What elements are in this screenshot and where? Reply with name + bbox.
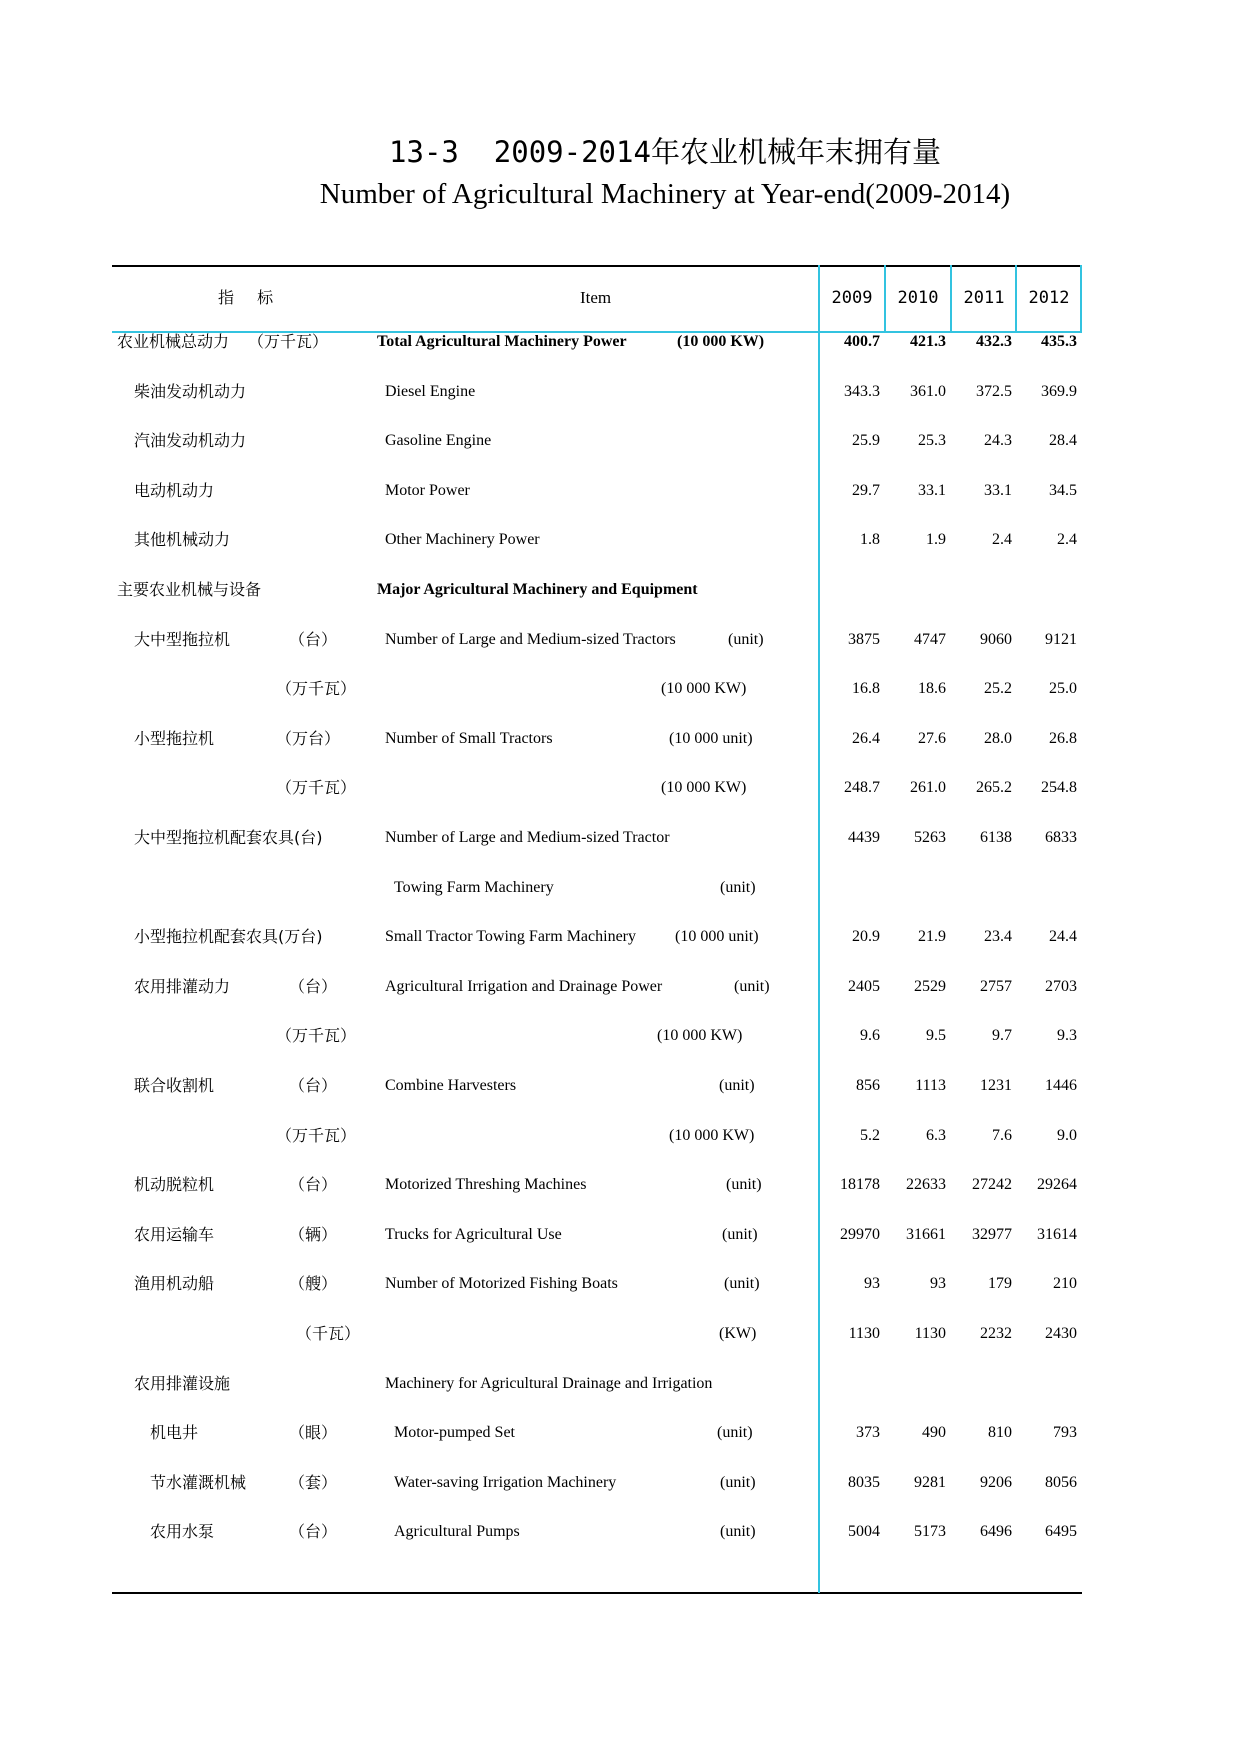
indicator-name-zh: 柴油发动机动力 (134, 381, 247, 401)
unit-zh: （辆） (289, 1224, 338, 1244)
value-cell: 23.4 (984, 928, 1012, 946)
value-cell: 2703 (1045, 977, 1077, 995)
value-cell: 8056 (1045, 1473, 1077, 1491)
value-cell: 8035 (848, 1473, 880, 1491)
unit-en: (10 000 KW) (657, 1027, 743, 1045)
header-indicator: 指 标 (218, 288, 274, 307)
value-cell: 261.0 (910, 779, 946, 797)
unit-en: (10 000 unit) (675, 928, 759, 946)
value-cell: 343.3 (844, 382, 880, 400)
unit-en: (unit) (724, 1275, 760, 1293)
unit-en: (unit) (722, 1225, 758, 1243)
value-cell: 1.9 (926, 531, 946, 549)
value-cell: 21.9 (918, 928, 946, 946)
value-cell: 18.6 (918, 680, 946, 698)
value-cell: 25.9 (852, 432, 880, 450)
value-cell: 9.5 (926, 1027, 946, 1045)
unit-en: (unit) (720, 878, 756, 896)
value-cell: 421.3 (910, 333, 946, 350)
unit-en: (10 000 KW) (669, 1126, 755, 1144)
indicator-name-zh: 农业机械总动力 (117, 332, 230, 351)
indicator-name-zh: 大中型拖拉机 (134, 629, 231, 649)
value-cell: 6138 (980, 829, 1012, 846)
unit-zh: （千瓦） (296, 1324, 361, 1343)
value-cell: 435.3 (1041, 333, 1077, 350)
item-name-en: Total Agricultural Machinery Power (377, 333, 627, 350)
value-cell: 9121 (1045, 630, 1077, 648)
value-cell: 369.9 (1041, 382, 1077, 400)
value-cell: 361.0 (910, 382, 946, 400)
page-title-english: Number of Agricultural Machinery at Year-end(2009-2014) (319, 178, 1011, 210)
unit-zh: （台） (289, 629, 338, 649)
value-cell: 1.8 (860, 531, 880, 549)
unit-en: (unit) (719, 1077, 755, 1094)
value-cell: 33.1 (918, 481, 946, 499)
unit-zh: （万千瓦） (276, 679, 357, 699)
value-cell: 6833 (1045, 829, 1077, 846)
header-year: 2010 (897, 288, 939, 308)
table-row (112, 367, 1082, 417)
page-title-chinese: 13-3 2009-2014年农业机械年末拥有量 (389, 135, 941, 169)
value-cell: 29264 (1037, 1176, 1077, 1194)
value-cell: 20.9 (852, 928, 880, 946)
unit-en: (unit) (720, 1473, 756, 1491)
table-row (112, 1408, 1082, 1458)
indicator-name-zh: 机动脱粒机 (134, 1175, 215, 1195)
indicator-name-zh: 联合收割机 (134, 1076, 215, 1095)
unit-zh: （台） (289, 1175, 338, 1195)
unit-zh: （台） (289, 976, 338, 996)
header-year: 2012 (1028, 288, 1070, 308)
indicator-name-zh: 农用排灌动力 (134, 976, 231, 996)
table-row (112, 1160, 1082, 1210)
table-bottom-rule (112, 1592, 1082, 1594)
value-cell: 28.0 (984, 729, 1012, 747)
unit-en: (unit) (728, 630, 764, 648)
unit-zh: （万台） (276, 728, 341, 748)
value-cell: 22633 (906, 1176, 946, 1194)
value-cell: 254.8 (1041, 779, 1077, 797)
value-cell: 6496 (980, 1523, 1012, 1541)
value-cell: 2232 (980, 1325, 1012, 1342)
table-row (112, 863, 1082, 913)
item-name-en: Gasoline Engine (385, 432, 492, 450)
machinery-table (112, 265, 1082, 1595)
unit-zh: （万千瓦） (248, 332, 329, 351)
value-cell: 265.2 (976, 779, 1012, 797)
item-name-en: Trucks for Agricultural Use (385, 1225, 562, 1243)
value-cell: 400.7 (844, 333, 880, 350)
indicator-name-zh: 节水灌溉机械 (150, 1472, 247, 1492)
table-row (112, 1359, 1082, 1409)
indicator-name-zh: 农用水泵 (150, 1522, 215, 1542)
value-cell: 1130 (914, 1325, 946, 1342)
value-cell: 9206 (980, 1473, 1012, 1491)
value-cell: 248.7 (844, 779, 880, 797)
item-name-en: Number of Motorized Fishing Boats (385, 1275, 618, 1293)
value-cell: 27242 (972, 1176, 1012, 1194)
table-row (112, 466, 1082, 516)
value-cell: 7.6 (992, 1126, 1012, 1144)
value-cell: 373 (856, 1424, 880, 1442)
value-cell: 29970 (840, 1225, 880, 1243)
value-cell: 4439 (848, 829, 880, 846)
unit-en: (10 000 unit) (669, 729, 753, 747)
value-cell: 33.1 (984, 481, 1012, 499)
value-cell: 9.3 (1057, 1027, 1077, 1045)
value-cell: 372.5 (976, 382, 1012, 400)
value-cell: 1113 (915, 1077, 946, 1094)
table-row (112, 1011, 1082, 1061)
unit-en: (unit) (717, 1424, 753, 1442)
value-cell: 9060 (980, 630, 1012, 648)
indicator-name-zh: 小型拖拉机配套农具(万台) (134, 927, 323, 947)
header-item: Item (580, 288, 612, 307)
table-row (112, 1111, 1082, 1161)
value-cell: 6495 (1045, 1523, 1077, 1541)
indicator-name-zh: 渔用机动船 (134, 1274, 215, 1294)
value-cell: 1130 (848, 1325, 880, 1342)
value-cell: 25.3 (918, 432, 946, 450)
item-name-en: Number of Large and Medium-sized Tractors (385, 630, 676, 648)
value-cell: 2757 (980, 977, 1012, 995)
unit-zh: （艘） (289, 1274, 338, 1294)
unit-en: (unit) (726, 1176, 762, 1194)
indicator-name-zh: 汽油发动机动力 (134, 431, 247, 451)
value-cell: 16.8 (852, 680, 880, 698)
header-year: 2011 (963, 288, 1005, 308)
unit-zh: （万千瓦） (276, 778, 357, 798)
value-cell: 24.3 (984, 432, 1012, 450)
value-cell: 2.4 (992, 531, 1012, 549)
value-cell: 3875 (848, 630, 880, 648)
item-name-en: Other Machinery Power (385, 531, 540, 549)
value-cell: 31661 (906, 1225, 946, 1243)
item-name-en: Towing Farm Machinery (394, 878, 554, 896)
item-name-en: Water-saving Irrigation Machinery (394, 1473, 617, 1491)
item-name-en: Major Agricultural Machinery and Equipment (377, 581, 698, 598)
value-cell: 31614 (1037, 1225, 1077, 1243)
table-row (112, 1309, 1082, 1359)
value-cell: 5.2 (860, 1126, 880, 1144)
value-cell: 1231 (980, 1077, 1012, 1094)
unit-en: (unit) (734, 977, 770, 995)
indicator-name-zh: 农用排灌设施 (134, 1373, 231, 1393)
item-name-en: Small Tractor Towing Farm Machinery (385, 928, 637, 946)
table-row (112, 416, 1082, 466)
unit-en: (KW) (719, 1325, 757, 1342)
value-cell: 9.6 (860, 1027, 880, 1045)
value-cell: 9.0 (1057, 1126, 1077, 1144)
table-row (112, 565, 1082, 615)
value-cell: 93 (864, 1275, 880, 1293)
table-row (112, 1458, 1082, 1508)
value-cell: 25.2 (984, 680, 1012, 698)
value-cell: 26.8 (1049, 729, 1077, 747)
value-cell: 28.4 (1049, 432, 1077, 450)
item-name-en: Motor-pumped Set (394, 1424, 515, 1442)
value-cell: 2529 (914, 977, 946, 995)
value-cell: 5263 (914, 829, 946, 846)
unit-zh: （台） (289, 1076, 338, 1095)
table-row (112, 912, 1082, 962)
value-cell: 490 (922, 1424, 946, 1442)
header-year: 2009 (831, 288, 873, 308)
unit-en: (unit) (720, 1523, 756, 1541)
unit-zh: （套） (289, 1472, 338, 1492)
value-cell: 5173 (914, 1523, 946, 1541)
value-cell: 179 (988, 1275, 1012, 1293)
unit-en: (10 000 KW) (677, 333, 765, 350)
indicator-name-zh: 大中型拖拉机配套农具(台) (134, 828, 323, 847)
value-cell: 1446 (1045, 1077, 1077, 1094)
indicator-name-zh: 主要农业机械与设备 (117, 580, 262, 599)
value-cell: 34.5 (1049, 481, 1077, 499)
value-cell: 24.4 (1049, 928, 1077, 946)
table-row (112, 714, 1082, 764)
item-name-en: Machinery for Agricultural Drainage and Irrigation (385, 1374, 713, 1392)
indicator-name-zh: 农用运输车 (134, 1224, 215, 1244)
value-cell: 25.0 (1049, 680, 1077, 698)
indicator-name-zh: 其他机械动力 (134, 530, 231, 550)
unit-en: (10 000 KW) (661, 680, 747, 698)
table-row (112, 1259, 1082, 1309)
table-row (112, 1210, 1082, 1260)
value-cell: 210 (1053, 1275, 1077, 1293)
table-row (112, 515, 1082, 565)
indicator-name-zh: 电动机动力 (134, 480, 215, 500)
value-cell: 5004 (848, 1523, 880, 1541)
table-row (112, 664, 1082, 714)
unit-zh: （眼） (289, 1423, 338, 1443)
unit-zh: （万千瓦） (276, 1125, 357, 1145)
value-cell: 93 (930, 1275, 946, 1293)
unit-zh: （台） (289, 1522, 338, 1542)
value-cell: 6.3 (926, 1126, 946, 1144)
indicator-name-zh: 小型拖拉机 (134, 728, 215, 748)
value-cell: 2405 (848, 977, 880, 995)
item-name-en: Diesel Engine (385, 382, 476, 400)
unit-zh: （万千瓦） (276, 1026, 357, 1046)
item-name-en: Combine Harvesters (385, 1077, 517, 1094)
value-cell: 793 (1053, 1424, 1077, 1442)
item-name-en: Number of Small Tractors (385, 729, 553, 747)
value-cell: 4747 (914, 630, 946, 648)
value-cell: 27.6 (918, 729, 946, 747)
value-cell: 856 (856, 1077, 880, 1094)
value-cell: 29.7 (852, 481, 880, 499)
value-cell: 2.4 (1057, 531, 1077, 549)
item-name-en: Agricultural Irrigation and Drainage Power (385, 977, 663, 995)
table-row (112, 813, 1082, 863)
value-cell: 2430 (1045, 1325, 1077, 1342)
item-name-en: Number of Large and Medium-sized Tractor (385, 829, 670, 846)
unit-en: (10 000 KW) (661, 779, 747, 797)
value-cell: 432.3 (976, 333, 1012, 350)
value-cell: 810 (988, 1424, 1012, 1442)
value-cell: 9281 (914, 1473, 946, 1491)
table-row (112, 1061, 1082, 1111)
value-cell: 32977 (972, 1225, 1012, 1243)
indicator-name-zh: 机电井 (150, 1423, 199, 1443)
table-row (112, 962, 1082, 1012)
table-row (112, 317, 1082, 367)
table-row (112, 1507, 1082, 1557)
item-name-en: Motor Power (385, 481, 470, 499)
item-name-en: Agricultural Pumps (394, 1523, 520, 1541)
value-cell: 9.7 (992, 1027, 1012, 1045)
value-cell: 18178 (840, 1176, 880, 1194)
value-cell: 26.4 (852, 729, 880, 747)
table-row (112, 615, 1082, 665)
table-row (112, 763, 1082, 813)
item-name-en: Motorized Threshing Machines (385, 1176, 587, 1194)
